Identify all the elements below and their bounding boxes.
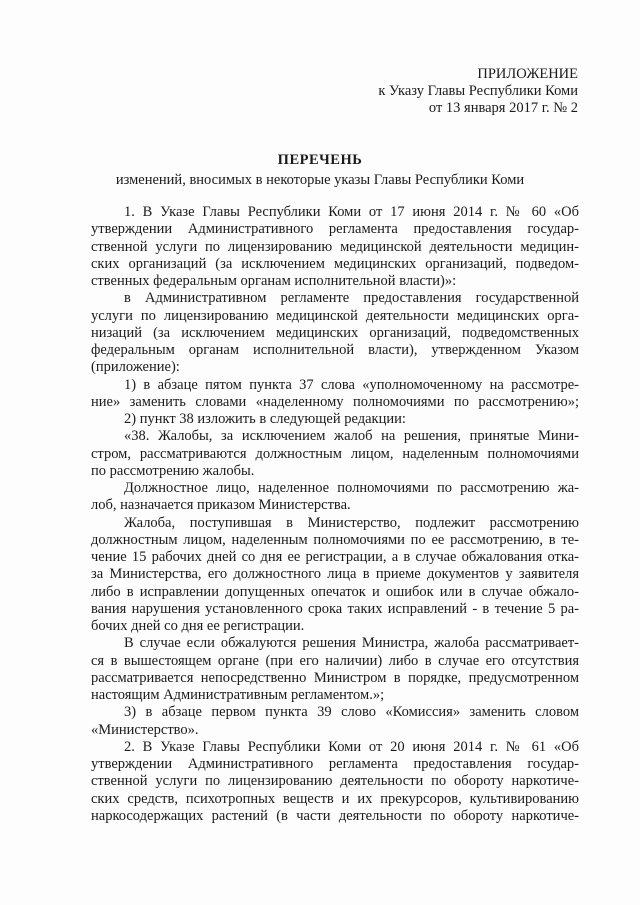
body-line: ских средств, психотропных веществ и их прекурсоров, культивированию	[91, 790, 579, 807]
body-line: бочих дней со дня ее регистрации.	[91, 618, 305, 634]
body-line: ственных федеральным органам исполнительной власти)»:	[91, 273, 457, 289]
body-line: в Административном регламенте предоставления государственной	[124, 290, 579, 307]
body-line: федеральным органам исполнительной власти), утвержденном Указом	[91, 342, 579, 358]
appendix-header	[378, 66, 578, 117]
appendix-title: ПРИЛОЖЕНИЕ	[477, 66, 578, 82]
body-line: низаций (за исключением медицинских организаций, подведомственных	[91, 324, 579, 341]
document-heading	[60, 152, 580, 189]
heading-subtitle: изменений, вносимых в некоторые указы Главы Республики Коми	[115, 172, 525, 188]
body-line: 3) в абзаце первом пункта 39 слово «Комиссия» заменить словом	[124, 704, 579, 721]
appendix-decree-date: от 13 января 2017 г. № 2	[428, 100, 578, 116]
body-line: утверждении Административного регламента предоставления государ-	[91, 756, 579, 772]
body-line: В случае если обжалуются решения Министра, жалоба рассматривает-	[124, 635, 579, 652]
body-line: 2) пункт 38 изложить в следующей редакции:	[124, 411, 406, 427]
body-line: наркосодержащих растений (в части деятельности по обороту наркотиче-	[91, 807, 579, 824]
body-line: по рассмотрению жалобы.	[91, 462, 255, 479]
body-line: «38. Жалобы, за исключением жалоб на решения, принятые Мини-	[124, 428, 579, 445]
body-line: чение 15 рабочих дней со дня ее регистрации, а в случае обжалования отка-	[91, 549, 579, 565]
document-body	[91, 204, 579, 825]
body-line: стром, рассматриваются должностным лицом, наделенным полномочиями	[91, 445, 579, 462]
body-line: услуги по лицензированию медицинской деятельности медицинских орга-	[91, 307, 579, 324]
body-line: ся в вышестоящем органе (при его наличии) либо в случае его отсутствия	[91, 652, 579, 669]
body-line: ние» заменить словами «наделенному полномочиями по рассмотрению»;	[91, 393, 579, 410]
body-line: ственной услуги по лицензированию деятельности по обороту наркотиче-	[91, 773, 579, 790]
body-line: 1. В Указе Главы Республики Коми от 17 июня 2014 г. № 60 «Об	[124, 204, 579, 220]
body-line: настоящим Административным регламентом.»;	[91, 687, 385, 703]
body-line: должностным лицом, наделенным полномочиями по ее рассмотрению, в те-	[91, 531, 579, 548]
body-line: Жалоба, поступившая в Министерство, подлежит рассмотрению	[124, 514, 579, 531]
appendix-decree-ref: к Указу Главы Республики Коми	[378, 83, 578, 99]
body-line: лоб, назначается приказом Министерства.	[91, 497, 351, 514]
heading-title: ПЕРЕЧЕНЬ	[277, 152, 363, 168]
body-line: «Министерство».	[91, 721, 199, 738]
body-line: утверждении Административного регламента предоставления государ-	[91, 221, 579, 238]
body-line: Должностное лицо, наделенное полномочиями по рассмотрению жа-	[124, 480, 579, 496]
body-line: рассматривается непосредственно Министром в порядке, предусмотренном	[91, 669, 579, 686]
body-line: за Министерства, его должностного лица в приеме документов у заявителя	[91, 566, 579, 583]
body-line: 1) в абзаце пятом пункта 37 слова «уполномоченному на рассмотре-	[124, 376, 579, 393]
body-line: ских организаций (за исключением медицинских организаций, подведом-	[91, 255, 579, 272]
body-line: либо в исправлении допущенных опечаток и ошибок или в случае обжало-	[91, 583, 579, 600]
body-line: 2. В Указе Главы Республики Коми от 20 июня 2014 г. № 61 «Об	[124, 738, 579, 755]
body-line: (приложение):	[91, 359, 180, 376]
body-line: вания нарушения установленного срока таких исправлений - в течение 5 ра-	[91, 600, 579, 617]
body-line: ственной услуги по лицензированию медицинской деятельности медицин-	[91, 238, 579, 255]
